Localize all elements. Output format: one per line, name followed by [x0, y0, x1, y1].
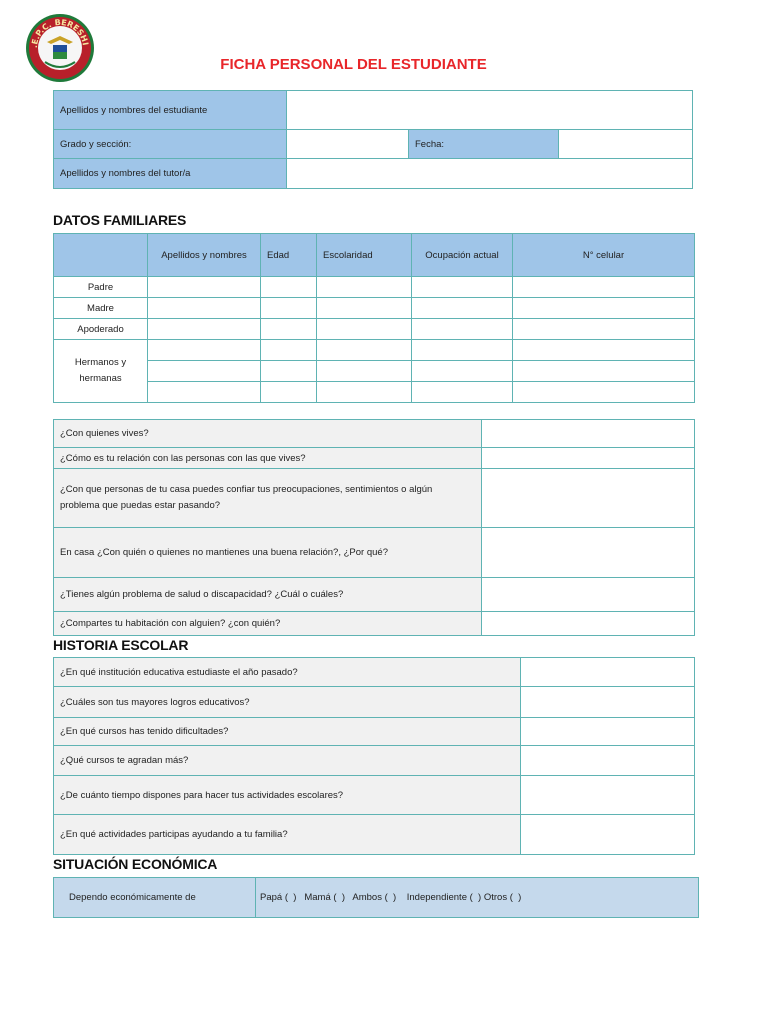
family-header-row: [54, 234, 695, 277]
answer-field[interactable]: [482, 420, 695, 448]
table-cell[interactable]: [317, 277, 412, 298]
answer-field[interactable]: [482, 612, 695, 636]
table-cell[interactable]: [148, 277, 261, 298]
tutor-label: Apellidos y nombres del tutor/a: [54, 159, 287, 189]
table-cell[interactable]: [412, 277, 513, 298]
question-row: [54, 420, 695, 448]
table-cell[interactable]: [148, 361, 261, 382]
question-row: [54, 578, 695, 612]
question-text: ¿Cuáles son tus mayores logros educativos?: [54, 687, 521, 718]
answer-field[interactable]: [521, 815, 695, 855]
column-header: N° celular: [513, 234, 695, 277]
school-section-title: HISTORIA ESCOLAR: [53, 637, 189, 653]
table-cell[interactable]: [261, 382, 317, 403]
school-logo: [25, 12, 95, 84]
table-row: [54, 382, 695, 403]
economic-label: Dependo económicamente de: [69, 892, 196, 903]
table-cell[interactable]: [148, 319, 261, 340]
question-text: ¿En qué institución educativa estudiaste el año pasado?: [54, 658, 521, 687]
table-cell[interactable]: [317, 382, 412, 403]
table-row: [54, 340, 695, 361]
tutor-field[interactable]: [287, 159, 693, 189]
row-label: Padre: [54, 277, 148, 298]
family-section-title: DATOS FAMILIARES: [53, 212, 187, 228]
table-cell[interactable]: [317, 298, 412, 319]
column-header: Apellidos y nombres: [148, 234, 261, 277]
table-row: [54, 277, 695, 298]
table-cell[interactable]: [513, 361, 695, 382]
table-cell[interactable]: [412, 340, 513, 361]
question-text: ¿Tienes algún problema de salud o discapacidad? ¿Cuál o cuáles?: [54, 578, 482, 612]
question-text: ¿De cuánto tiempo dispones para hacer tus actividades escolares?: [54, 776, 521, 815]
grade-label: Grado y sección:: [54, 130, 287, 159]
question-row: [54, 746, 695, 776]
school-history-table: [53, 657, 695, 855]
table-cell[interactable]: [261, 298, 317, 319]
question-row: [54, 469, 695, 528]
table-cell[interactable]: [148, 340, 261, 361]
economic-dependency-box: [53, 877, 699, 918]
table-cell[interactable]: [317, 319, 412, 340]
table-cell[interactable]: [148, 382, 261, 403]
table-cell[interactable]: [261, 340, 317, 361]
economic-options[interactable]: Papá ( ) Mamá ( ) Ambos ( ) Independiente ( ) Otros ( ): [260, 892, 522, 903]
family-table: [53, 233, 695, 403]
personal-questions-table: [53, 419, 695, 636]
question-row: [54, 815, 695, 855]
question-text: En casa ¿Con quién o quienes no mantienes una buena relación?, ¿Por qué?: [54, 528, 482, 578]
table-row: [54, 319, 695, 340]
answer-field[interactable]: [521, 658, 695, 687]
question-row: [54, 658, 695, 687]
question-row: [54, 776, 695, 815]
row-label: Hermanos y hermanas: [54, 340, 148, 403]
question-row: [54, 448, 695, 469]
question-row: [54, 528, 695, 578]
table-cell[interactable]: [513, 382, 695, 403]
table-cell[interactable]: [317, 340, 412, 361]
student-name-label: Apellidos y nombres del estudiante: [54, 91, 287, 130]
economic-section-title: SITUACIÓN ECONÓMICA: [53, 856, 218, 872]
row-label: Madre: [54, 298, 148, 319]
column-header: Escolaridad: [317, 234, 412, 277]
question-text: ¿Qué cursos te agradan más?: [54, 746, 521, 776]
table-cell[interactable]: [412, 319, 513, 340]
table-cell[interactable]: [317, 361, 412, 382]
answer-field[interactable]: [482, 578, 695, 612]
question-row: [54, 687, 695, 718]
table-cell[interactable]: [412, 361, 513, 382]
answer-field[interactable]: [482, 528, 695, 578]
logo-text: .E.P.C. BERESHI: [29, 17, 90, 49]
table-cell[interactable]: [148, 298, 261, 319]
table-cell[interactable]: [412, 382, 513, 403]
question-row: [54, 612, 695, 636]
answer-field[interactable]: [521, 687, 695, 718]
answer-field[interactable]: [482, 448, 695, 469]
table-cell[interactable]: [513, 298, 695, 319]
answer-field[interactable]: [521, 746, 695, 776]
date-field[interactable]: [559, 130, 693, 159]
row-label: Apoderado: [54, 319, 148, 340]
answer-field[interactable]: [521, 776, 695, 815]
table-cell[interactable]: [261, 361, 317, 382]
table-cell[interactable]: [513, 340, 695, 361]
question-text: ¿En qué cursos has tenido dificultades?: [54, 718, 521, 746]
table-cell[interactable]: [261, 277, 317, 298]
column-header: [54, 234, 148, 277]
question-text: ¿Compartes tu habitación con alguien? ¿con quién?: [54, 612, 482, 636]
student-name-field[interactable]: [287, 91, 693, 130]
student-info-form: [53, 90, 693, 189]
question-text: ¿Cómo es tu relación con las personas con las que vives?: [54, 448, 482, 469]
table-cell[interactable]: [513, 277, 695, 298]
table-cell[interactable]: [261, 319, 317, 340]
question-text: ¿Con que personas de tu casa puedes confiar tus preocupaciones, sentimientos o algún problema que puedas estar pasando?: [54, 469, 482, 528]
date-label: Fecha:: [409, 130, 559, 159]
question-text: ¿Con quienes vives?: [54, 420, 482, 448]
answer-field[interactable]: [521, 718, 695, 746]
table-row: [54, 361, 695, 382]
table-cell[interactable]: [513, 319, 695, 340]
page-title: FICHA PERSONAL DEL ESTUDIANTE: [220, 56, 487, 73]
divider: [255, 878, 256, 917]
column-header: Edad: [261, 234, 317, 277]
question-text: ¿En qué actividades participas ayudando a tu familia?: [54, 815, 521, 855]
table-cell[interactable]: [412, 298, 513, 319]
table-row: [54, 298, 695, 319]
column-header: Ocupación actual: [412, 234, 513, 277]
grade-field[interactable]: [287, 130, 409, 159]
question-row: [54, 718, 695, 746]
answer-field[interactable]: [482, 469, 695, 528]
